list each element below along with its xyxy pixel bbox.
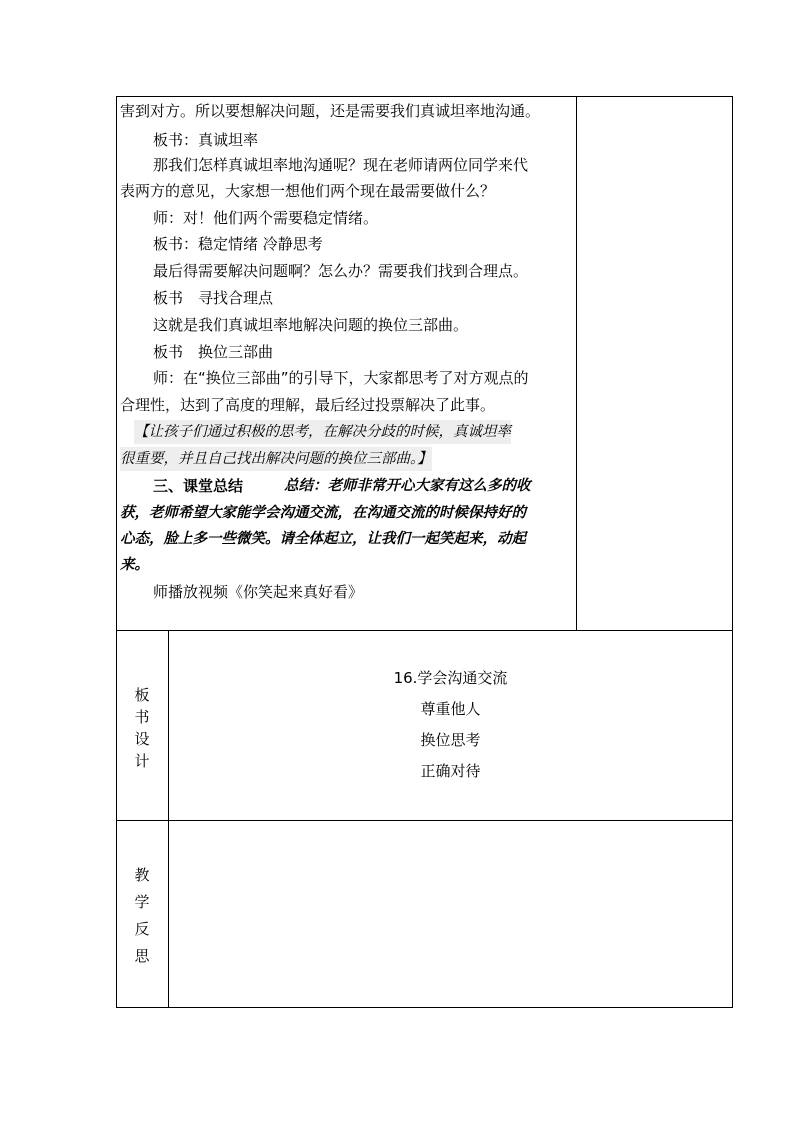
board-title: 16.学会沟通交流 xyxy=(393,669,508,687)
board-item: 尊重他人 xyxy=(420,700,481,718)
board-item: 正确对待 xyxy=(420,762,481,780)
paragraph: 板书：稳定情绪 冷静思考 xyxy=(153,235,323,253)
reflection-content[interactable] xyxy=(169,821,732,1007)
summary-line: 总结：老师非常开心大家有这么多的收 xyxy=(284,477,531,494)
label-char: 学 xyxy=(134,893,150,911)
paragraph: 害到对方。所以要想解决问题，还是需要我们真诚坦率地沟通。 xyxy=(120,102,541,120)
label-char: 设 xyxy=(134,730,150,748)
summary-line: 心态，脸上多一些微笑。请全体起立，让我们一起笑起来，动起 xyxy=(120,530,526,547)
summary-line: 获，老师希望大家能学会沟通交流，在沟通交流的时候保持好的 xyxy=(120,504,526,521)
lesson-plan-table xyxy=(116,96,733,1008)
table-border-top xyxy=(116,96,733,97)
paragraph: 合理性，达到了高度的理解，最后经过投票解决了此事。 xyxy=(120,396,496,414)
summary-line: 来。 xyxy=(120,556,149,573)
label-char: 书 xyxy=(134,708,150,726)
label-char: 计 xyxy=(134,752,150,770)
teaching-note-line: 很重要，并且自己找出解决问题的换位三部曲。】 xyxy=(120,447,432,471)
row-divider-1 xyxy=(116,630,733,631)
paragraph: 表两方的意见，大家想一想他们两个现在最需要做什么？ xyxy=(120,182,496,200)
label-char: 板 xyxy=(134,686,150,704)
notes-column-divider xyxy=(576,96,577,630)
summary-heading: 三、课堂总结 xyxy=(153,477,244,495)
paragraph: 板书 寻找合理点 xyxy=(153,289,274,307)
paragraph: 师：对！他们两个需要稳定情绪。 xyxy=(153,209,379,227)
label-char: 反 xyxy=(134,920,150,938)
teaching-note-line: 【让孩子们通过积极的思考，在解决分歧的时候，真诚坦率 xyxy=(134,420,511,444)
paragraph: 师：在“换位三部曲”的引导下，大家都思考了对方观点的 xyxy=(153,369,529,387)
board-design-label xyxy=(116,684,168,772)
board-design-content xyxy=(168,663,733,787)
board-item: 换位思考 xyxy=(420,731,481,749)
video-line: 师播放视频《你笑起来真好看》 xyxy=(153,583,364,601)
reflection-label xyxy=(116,862,168,970)
paragraph: 那我们怎样真诚坦率地沟通呢？现在老师请两位同学来代 xyxy=(153,156,529,174)
label-char: 教 xyxy=(134,866,150,884)
paragraph: 最后得需要解决问题啊？怎么办？需要我们找到合理点。 xyxy=(153,262,529,280)
label-char: 思 xyxy=(134,947,150,965)
table-border-right xyxy=(732,96,733,1008)
paragraph: 板书 换位三部曲 xyxy=(153,343,274,361)
paragraph: 板书：真诚坦率 xyxy=(153,131,259,149)
paragraph: 这就是我们真诚坦率地解决问题的换位三部曲。 xyxy=(153,316,469,334)
table-border-bottom xyxy=(116,1007,733,1008)
